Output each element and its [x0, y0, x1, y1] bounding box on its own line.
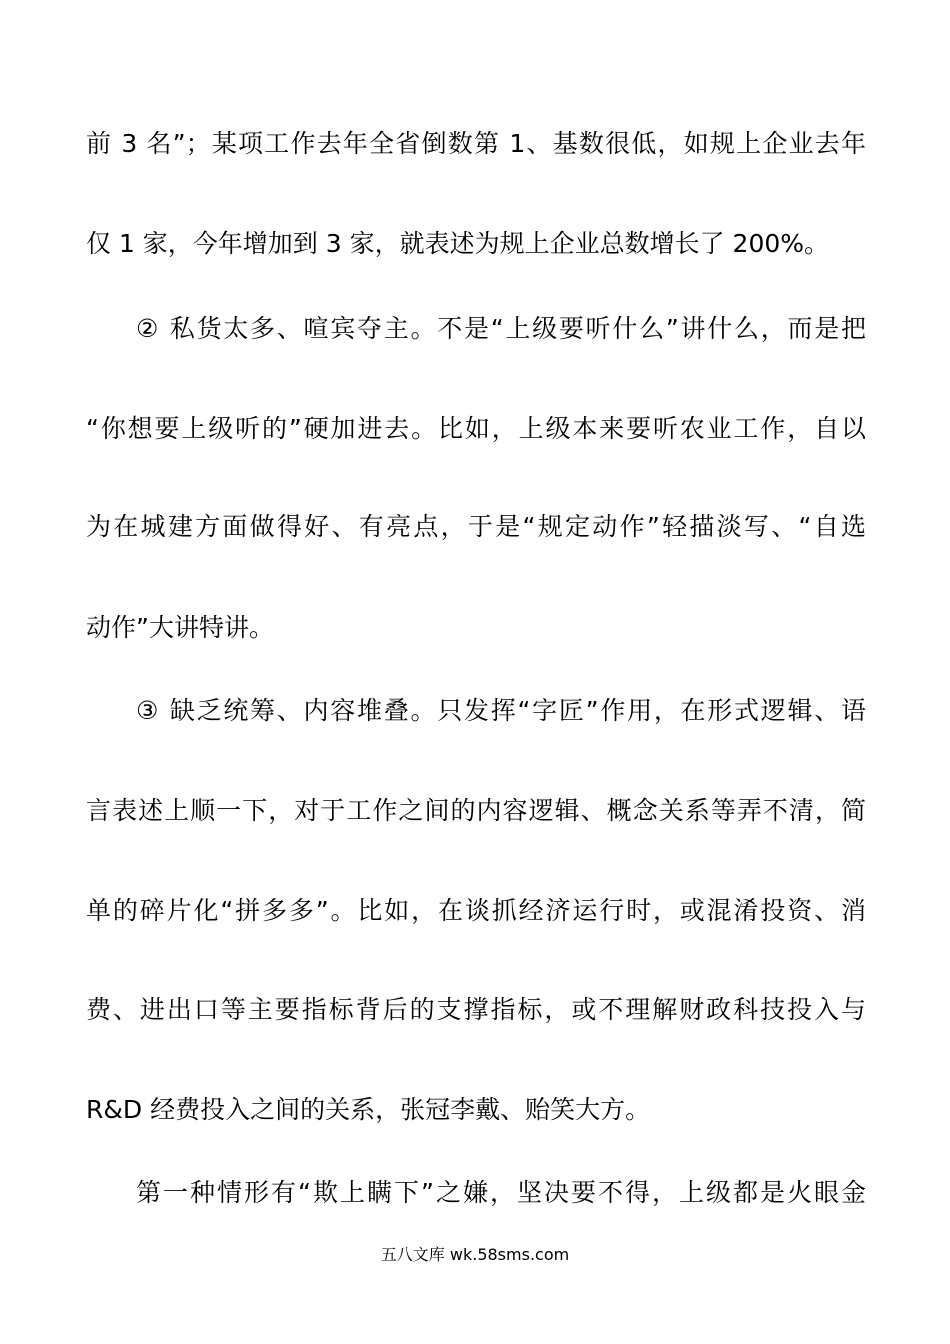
text-line-12: 第一种情形有“欺上瞒下”之嫌，坚决要不得，上级都是火眼金: [136, 1178, 866, 1207]
text-line-4: “你想要上级听的”硬加进去。比如，上级本来要听农业工作，自以: [86, 414, 866, 443]
text-line-1: 前 3 名”；某项工作去年全省倒数第 1、基数很低，如规上企业去年: [86, 129, 866, 158]
text-line-2: 仅 1 家，今年增加到 3 家，就表述为规上企业总数增长了 200%。: [86, 229, 830, 258]
text-line-10: 费、进出口等主要指标背后的支撑指标，或不理解财政科技投入与: [86, 995, 866, 1024]
text-line-3: ② 私货太多、喧宾夺主。不是“上级要听什么”讲什么，而是把: [136, 314, 866, 343]
text-line-8: 言表述上顺一下，对于工作之间的内容逻辑、概念关系等弄不清，简: [86, 796, 866, 825]
text-line-7: ③ 缺乏统筹、内容堆叠。只发挥“字匠”作用，在形式逻辑、语: [136, 696, 866, 725]
page-footer-watermark: 五八文库 wk.58sms.com: [380, 1245, 570, 1264]
text-line-5: 为在城建方面做得好、有亮点，于是“规定动作”轻描淡写、“自选: [86, 512, 866, 541]
text-line-9: 单的碎片化“拼多多”。比如，在谈抓经济运行时，或混淆投资、消: [86, 896, 866, 925]
text-line-6: 动作”大讲特讲。: [86, 613, 274, 642]
text-line-11: R&D 经费投入之间的关系，张冠李戴、贻笑大方。: [86, 1095, 651, 1124]
